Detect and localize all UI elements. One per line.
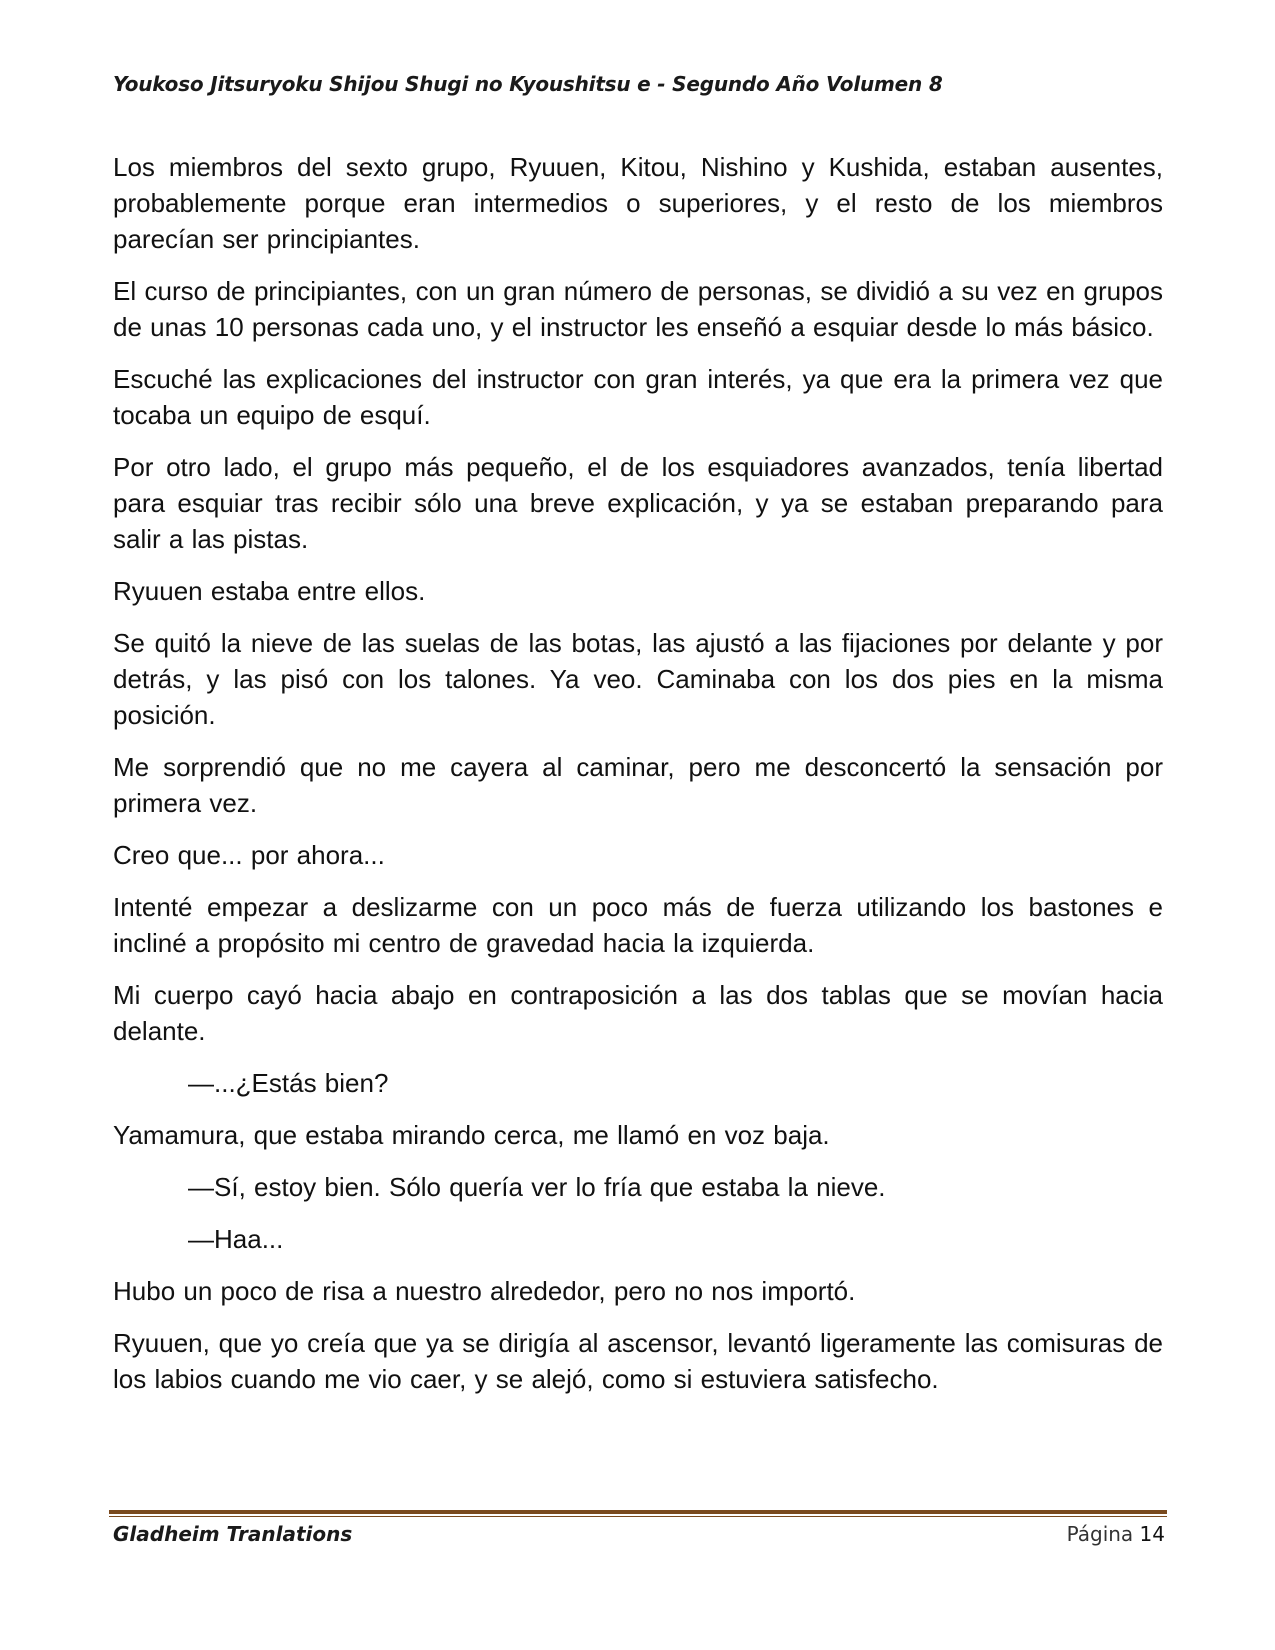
paragraph: Intenté empezar a deslizarme con un poco más de fuerza utilizando los bastones e incliné a propósito mi centro de gravedad hacia la izquierda. — [113, 892, 1163, 958]
paragraph: Mi cuerpo cayó hacia abajo en contraposición a las dos tablas que se movían hacia delante. — [113, 980, 1163, 1046]
paragraph: Se quitó la nieve de las suelas de las botas, las ajustó a las fijaciones por delante y por detrás, y las pisó con los talones. Ya veo. Caminaba con los dos pies en la misma posición. — [113, 628, 1163, 730]
paragraph: Ryuuen estaba entre ellos. — [113, 576, 426, 606]
paragraph: Por otro lado, el grupo más pequeño, el de los esquiadores avanzados, tenía libertad para esquiar tras recibir sólo una breve explicación, y ya se estaban preparando para salir a las pistas. — [113, 452, 1163, 554]
paragraph: El curso de principiantes, con un gran número de personas, se dividió a su vez en grupos de unas 10 personas cada uno, y el instructor les enseñó a esquiar desde lo más básico. — [113, 276, 1163, 342]
footer-divider-thick — [109, 1510, 1167, 1514]
paragraph: Yamamura, que estaba mirando cerca, me llamó en voz baja. — [113, 1120, 830, 1150]
header-title: Youkoso Jitsuryoku Shijou Shugi no Kyoushitsu e - Segundo Año Volumen 8 — [113, 72, 943, 96]
page-body — [113, 149, 1163, 1413]
dialogue-line: —Sí, estoy bien. Sólo quería ver lo fría que estaba la nieve. — [188, 1172, 886, 1202]
footer-divider-thin — [109, 1516, 1167, 1517]
page-number: 14 — [1139, 1522, 1165, 1546]
paragraph: Escuché las explicaciones del instructor con gran interés, ya que era la primera vez que tocaba un equipo de esquí. — [113, 364, 1163, 430]
paragraph: Hubo un poco de risa a nuestro alrededor, pero no nos importó. — [113, 1276, 856, 1306]
paragraph: Creo que... por ahora... — [113, 840, 385, 870]
paragraph: Ryuuen, que yo creía que ya se dirigía al ascensor, levantó ligeramente las comisuras de los labios cuando me vio caer, y se alejó, como si estuviera satisfecho. — [113, 1328, 1163, 1394]
dialogue-line: —...¿Estás bien? — [188, 1068, 389, 1098]
paragraph: Me sorprendió que no me cayera al caminar, pero me desconcertó la sensación por primera vez. — [113, 752, 1163, 818]
page-label: Página — [1066, 1522, 1134, 1546]
footer-publisher: Gladheim Tranlations — [113, 1522, 353, 1546]
dialogue-line: —Haa... — [188, 1224, 284, 1254]
footer-page-info — [1067, 1522, 1165, 1546]
paragraph: Los miembros del sexto grupo, Ryuuen, Kitou, Nishino y Kushida, estaban ausentes, probablemente porque eran intermedios o superiores, y el resto de los miembros parecían ser principiantes. — [113, 152, 1163, 254]
